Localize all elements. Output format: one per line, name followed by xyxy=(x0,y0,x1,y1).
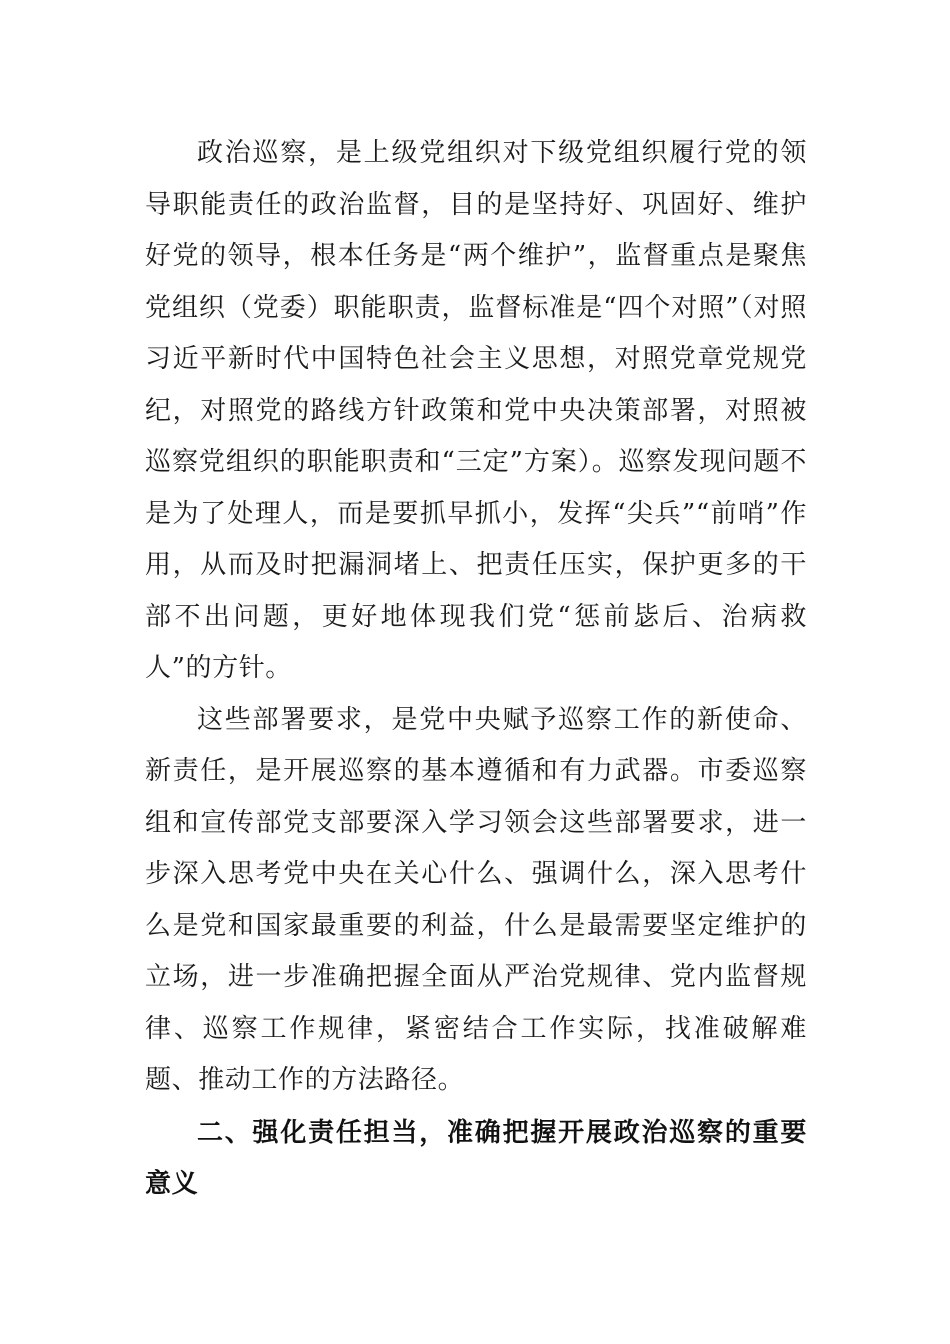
paragraph-political-inspection: 政治巡察，是上级党组织对下级党组织履行党的领导职能责任的政治监督，目的是坚持好、巩固好、维护好党的领导，根本任务是“两个维护”，监督重点是聚焦党组织（党委）职能职责，监督标准是“四个对照”（对照习近平新时代中国特色社会主义思想，对照党章党规党纪，对照党的路线方针政策和党中央决策部署，对照被巡察党组织的职能职责和“三定”方案）。巡察发现问题不是为了处理人，而是要抓早抓小，发挥“尖兵”“前哨”作用，从而及时把漏洞堵上、把责任压实，保护更多的干部不出问题，更好地体现我们党“惩前毖后、治病救人”的方针。 xyxy=(145,138,807,683)
document-body xyxy=(145,128,807,1211)
section-heading: 二、强化责任担当，准确把握开展政治巡察的重要意义 xyxy=(145,1117,807,1199)
paragraph-deployment-requirements: 这些部署要求，是党中央赋予巡察工作的新使命、新责任，是开展巡察的基本遵循和有力武器。市委巡察组和宣传部党支部要深入学习领会这些部署要求，进一步深入思考党中央在关心什么、强调什么，深入思考什么是党和国家最重要的利益，什么是最需要坚定维护的立场，进一步准确把握全面从严治党规律、党内监督规律、巡察工作规律，紧密结合工作实际，找准破解难题、推动工作的方法路径。 xyxy=(145,704,807,1095)
